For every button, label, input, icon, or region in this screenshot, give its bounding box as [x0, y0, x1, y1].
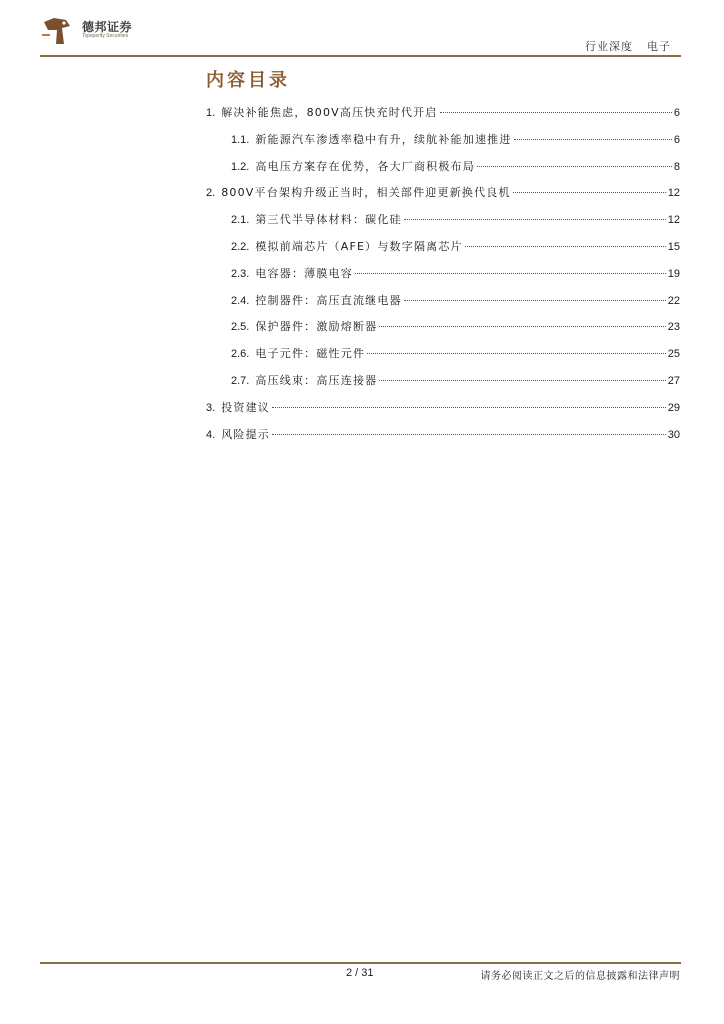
toc-entry-number: 1.: [206, 107, 216, 119]
footer-divider: [40, 962, 681, 964]
toc-entry-number: 4.: [206, 428, 216, 441]
toc-entry-title: 控制器件：高压直流继电器: [255, 293, 402, 307]
toc-entry-number: 2.2.: [231, 240, 250, 253]
toc-entry-number: 1.1.: [231, 133, 250, 146]
toc-entry-title: 高压线束：高压连接器: [255, 373, 378, 387]
toc-entry-number: 2.4.: [231, 294, 250, 307]
toc-leader-dots: [404, 219, 666, 220]
toc-entry[interactable]: [206, 131, 680, 158]
toc-entry-page: 27: [667, 374, 680, 387]
toc-entry-number: 1.2.: [231, 160, 250, 173]
header-divider: [40, 55, 681, 57]
toc-leader-dots: [513, 192, 666, 193]
toc-leader-dots: [379, 326, 665, 327]
brand-english-name: Topsperity Securities: [82, 33, 129, 39]
toc-entry-title: 新能源汽车渗透率稳中有升，续航补能加速推进: [255, 132, 512, 146]
toc-entry[interactable]: [206, 184, 680, 211]
toc-entry-page: 23: [667, 321, 680, 334]
toc-entry[interactable]: [206, 238, 680, 265]
toc-entry-number: 2.1.: [231, 214, 250, 227]
toc-leader-dots: [514, 139, 672, 140]
toc-entry-page: 30: [667, 428, 680, 441]
sector-label: 电子: [647, 40, 671, 53]
page-number: 2 / 31: [346, 967, 374, 979]
toc-entry[interactable]: [206, 318, 680, 345]
toc-entry-page: 19: [667, 267, 680, 280]
toc-leader-dots: [379, 380, 665, 381]
toc-entry-title: 高电压方案存在优势，各大厂商积极布局: [255, 159, 475, 173]
toc-entry[interactable]: [206, 372, 680, 399]
toc-leader-dots: [367, 353, 666, 354]
toc-title: 内容目录: [206, 70, 290, 91]
table-of-contents: [206, 104, 680, 452]
disclaimer-note: 请务必阅读正文之后的信息披露和法律声明: [480, 971, 680, 982]
toc-entry-page: 15: [667, 240, 680, 253]
toc-entry-title: 电子元件：磁性元件: [255, 347, 366, 361]
toc-entry-number: 2.7.: [231, 374, 250, 387]
toc-entry[interactable]: [206, 292, 680, 319]
toc-entry-title: 模拟前端芯片（AFE）与数字隔离芯片: [255, 239, 463, 253]
toc-leader-dots: [440, 112, 672, 113]
toc-entry-page: 12: [667, 214, 680, 227]
toc-entry-title: 风险提示: [221, 427, 270, 441]
toc-leader-dots: [465, 246, 666, 247]
toc-entry-title: 解决补能焦虑，800V高压快充时代开启: [221, 106, 438, 119]
toc-entry-number: 3.: [206, 401, 216, 414]
toc-entry-page: 6: [673, 107, 680, 119]
toc-entry[interactable]: [206, 265, 680, 292]
toc-entry[interactable]: [206, 399, 680, 426]
page-header: [40, 16, 681, 56]
toc-entry[interactable]: [206, 104, 680, 131]
toc-entry-title: 第三代半导体材料：碳化硅: [255, 213, 402, 227]
toc-entry-title: 投资建议: [221, 400, 270, 414]
toc-leader-dots: [355, 273, 666, 274]
toc-entry-number: 2.: [206, 187, 216, 200]
toc-entry-number: 2.6.: [231, 348, 250, 361]
toc-entry[interactable]: [206, 211, 680, 238]
toc-entry[interactable]: [206, 426, 680, 453]
toc-leader-dots: [404, 300, 666, 301]
toc-leader-dots: [477, 166, 672, 167]
brand-name: 德邦证券: [82, 20, 133, 34]
toc-entry-page: 8: [673, 160, 680, 173]
toc-leader-dots: [272, 434, 666, 435]
report-category: [585, 38, 671, 54]
category-label: 行业深度: [585, 40, 633, 53]
toc-entry-number: 2.3.: [231, 267, 250, 280]
toc-entry-page: 29: [667, 401, 680, 414]
toc-entry-title: 保护器件：激励熔断器: [255, 320, 378, 334]
toc-entry-page: 12: [667, 187, 680, 200]
toc-entry-number: 2.5.: [231, 321, 250, 334]
toc-entry[interactable]: [206, 345, 680, 372]
toc-entry[interactable]: [206, 158, 680, 185]
toc-entry-page: 6: [673, 133, 680, 146]
toc-entry-page: 22: [667, 294, 680, 307]
toc-entry-title: 电容器：薄膜电容: [255, 266, 353, 280]
toc-entry-page: 25: [667, 348, 680, 361]
toc-entry-title: 800V平台架构升级正当时，相关部件迎更新换代良机: [221, 186, 511, 200]
logo-icon: [40, 16, 74, 48]
toc-leader-dots: [272, 407, 666, 408]
